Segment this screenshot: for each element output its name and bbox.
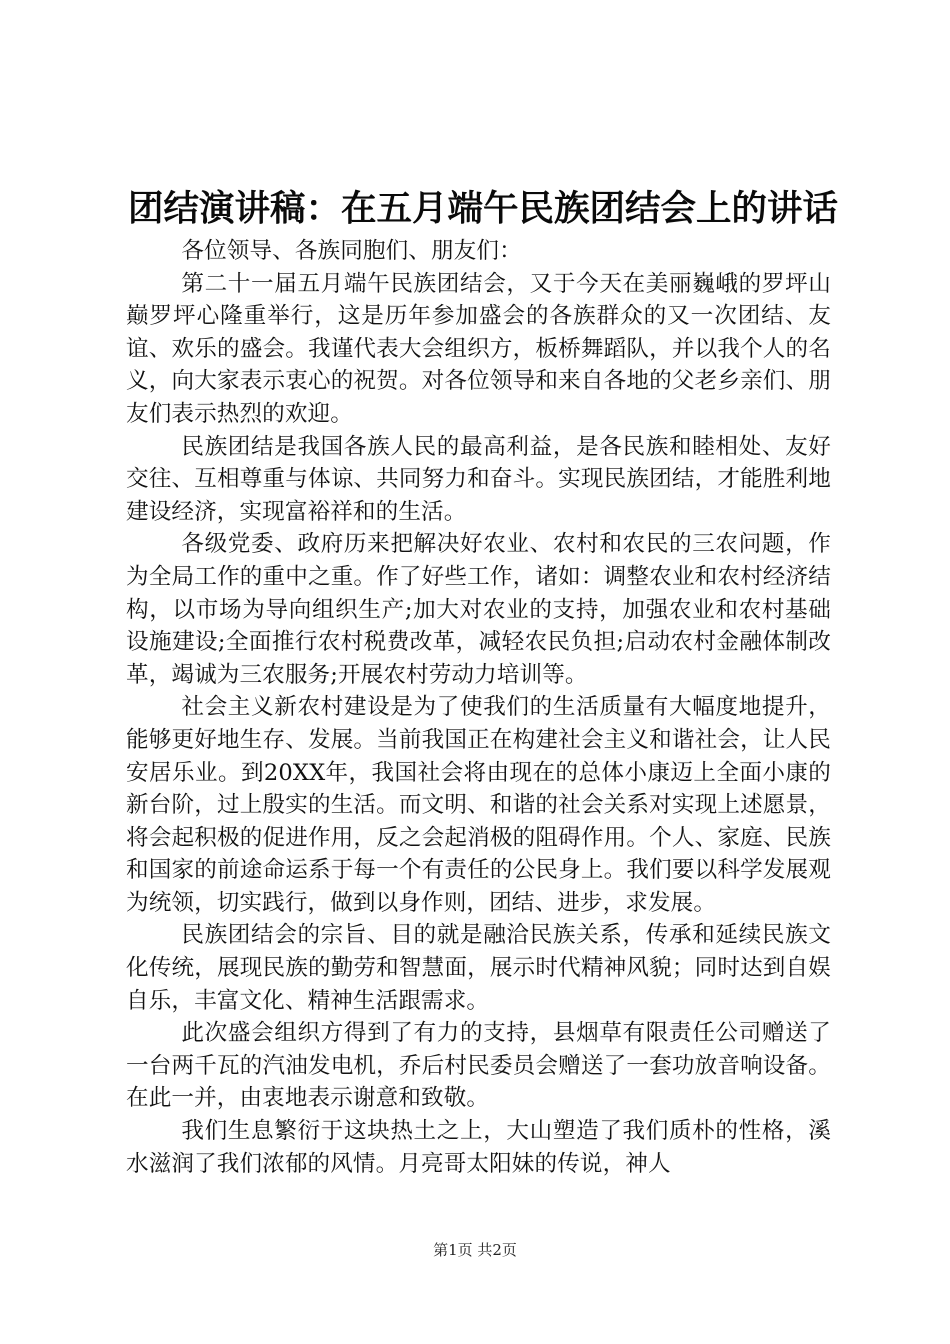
body-paragraph: 民族团结会的宗旨、目的就是融洽民族关系，传承和延续民族文化传统，展现民族的勤劳和智慧面，展示时代精神风貌；同时达到自娱自乐，丰富文化、精神生活跟需求。 bbox=[126, 922, 831, 1014]
body-paragraph: 此次盛会组织方得到了有力的支持，县烟草有限责任公司赠送了一台两千瓦的汽油发电机，乔后村民委员会赠送了一套功放音响设备。在此一并，由衷地表示谢意和致敬。 bbox=[126, 1020, 831, 1112]
body-paragraph: 第二十一届五月端午民族团结会，又于今天在美丽巍峨的罗坪山巅罗坪心隆重举行，这是历年参加盛会的各族群众的又一次团结、友谊、欢乐的盛会。我谨代表大会组织方，板桥舞蹈队，并以我个人的名义，向大家表示衷心的祝贺。对各位领导和来自各地的父老乡亲们、朋友们表示热烈的欢迎。 bbox=[126, 270, 831, 427]
body-paragraph: 我们生息繁衍于这块热土之上，大山塑造了我们质朴的性格，溪水滋润了我们浓郁的风情。月亮哥太阳妹的传说，神人 bbox=[126, 1118, 831, 1177]
body-paragraph: 民族团结是我国各族人民的最高利益，是各民族和睦相处、友好交往、互相尊重与体谅、共同努力和奋斗。实现民族团结，才能胜利地建设经济，实现富裕祥和的生活。 bbox=[126, 433, 831, 525]
body-paragraph: 各级党委、政府历来把解决好农业、农村和农民的三农问题，作为全局工作的重中之重。作了好些工作，诸如：调整农业和农村经济结构，以市场为导向组织生产;加大对农业的支持，加强农业和农村基础设施建设;全面推行农村税费改革，减轻农民负担;启动农村金融体制改革，竭诚为三农服务;开展农村劳动力培训等。 bbox=[126, 531, 831, 688]
body-paragraph: 社会主义新农村建设是为了使我们的生活质量有大幅度地提升，能够更好地生存、发展。当前我国正在构建社会主义和谐社会，让人民安居乐业。到20XX年，我国社会将由现在的总体小康迈上全面小康的新台阶，过上殷实的生活。而文明、和谐的社会关系对实现上述愿景，将会起积极的促进作用，反之会起消极的阻碍作用。个人、家庭、民族和国家的前途命运系于每一个有责任的公民身上。我们要以科学发展观为统领，切实践行，做到以身作则，团结、进步，求发展。 bbox=[126, 694, 831, 916]
document-body bbox=[126, 235, 831, 1180]
page-footer: 第1页 共2页 bbox=[433, 1241, 517, 1259]
document-title: 团结演讲稿：在五月端午民族团结会上的讲话 bbox=[128, 188, 839, 229]
salutation-paragraph: 各位领导、各族同胞们、朋友们： bbox=[181, 238, 522, 264]
